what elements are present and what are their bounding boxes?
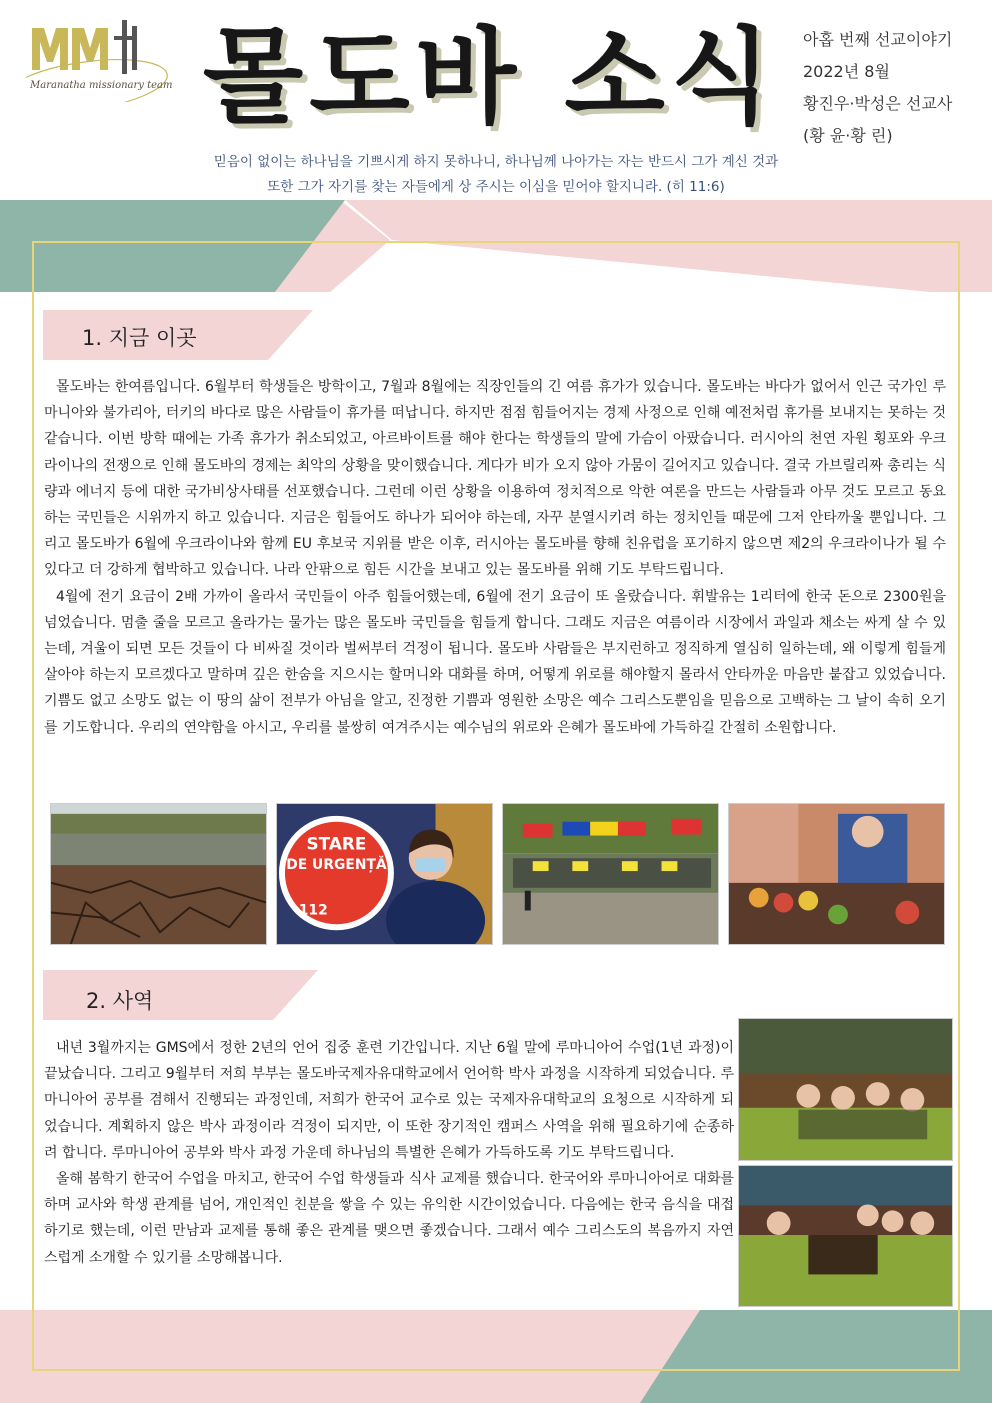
drought-photo bbox=[50, 803, 267, 945]
issue-number: 아홉 번째 선교이야기 bbox=[803, 30, 953, 49]
section-1-paragraph-2: 4월에 전기 요금이 2배 가까이 올라서 국민들이 아주 힘들어했는데, 6월에 전기 요금이 또 올랐습니다. 휘발유는 1리터에 한국 돈으로 2300원을 넘었습니다. 멈출 줄을 모르고 올라가는 물가는 많은 몰도바 국민들을 힘들게 합니다. 그래도 지금은 여름이라 시장에서 과일과 채소는 싸게 살 수 있는데, 겨울이 되면 모든 것들이 다 비싸질 것이라 벌써부터 걱정이 됩니다. 몰도바 사람들은 부지런하고 정직하게 열심히 일하는데, 왜 이렇게 힘들게 살아야 하는지 모르겠다고 말하며 깊은 한숨을 지으시는 할머니와 대화를 하며, 어떻게 위로를 해야할지 몰라서 안타까운 마음만 붙잡고 있었습니다. 기쁨도 없고 소망도 없는 이 땅의 삶이 전부가 아님을 알고, 진정한 기쁨과 영원한 소망은 예수 그리스도뿐임을 믿음으로 고백하는 그 날이 속히 오기를 기도합니다. 우리의 연약함을 아시고, 우리를 불쌍히 여겨주시는 예수님의 위로와 은혜가 몰도바에 가득하길 간절히 소원합니다. bbox=[44, 588, 946, 736]
missionary-names: 황진우·박성은 선교사 bbox=[803, 94, 953, 113]
bible-verse bbox=[100, 150, 892, 200]
issue-meta bbox=[803, 24, 952, 152]
section-1-body bbox=[44, 374, 946, 741]
verse-line-1: 믿음이 없이는 하나님을 기쁘시게 하지 못하나니, 하나님께 나아가는 자는 반드시 그가 계신 것과 bbox=[213, 154, 779, 170]
issue-date: 2022년 8월 bbox=[803, 62, 890, 81]
sign-112: 112 bbox=[298, 902, 328, 919]
protest-photo bbox=[502, 803, 719, 945]
sign-stare: STARE bbox=[306, 833, 367, 854]
verse-line-2: 또한 그가 자기를 찾는 자들에게 상 주시는 이심을 믿어야 할지니라. (히 11:6) bbox=[267, 179, 725, 195]
section-1-paragraph-1: 몰도바는 한여름입니다. 6월부터 학생들은 방학이고, 7월과 8월에는 직장인들의 긴 여름 휴가가 있습니다. 몰도바는 바다가 없어서 인근 국가인 루마니아와 불가리아, 터키의 바다로 많은 사람들이 휴가를 떠납니다. 하지만 점점 힘들어지는 경제 사정으로 인해 예전처럼 휴가를 보내지는 못하는 것 같습니다. 이번 방학 때에는 가족 휴가가 취소되었고, 아르바이트를 해야 한다는 학생들의 말에 가슴이 아팠습니다. 러시아의 천연 자원 횡포와 우크라이나의 전쟁으로 인해 몰도바의 경제는 최악의 상황을 맞이했습니다. 게다가 비가 오지 않아 가뭄이 길어지고 있습니다. 결국 가브릴리짜 총리는 식량과 에너지 등에 대한 국가비상사태를 선포했습니다. 그런데 이런 상황을 이용하여 정치적으로 악한 여론을 만드는 사람들과 아무 것도 모르고 동요하는 국민들은 시위까지 하고 있습니다. 지금은 힘들어도 하나가 되어야 하는데, 자꾸 분열시키려 하는 정치인들 때문에 그저 안타까울 뿐입니다. 그리고 몰도바가 6월에 우크라이나와 함께 EU 후보국 지위를 받은 이후, 러시아는 몰도바를 향해 친유럽을 포기하지 않으면 제2의 우크라이나가 될 수 있다고 더 강하게 협박하고 있습니다. 나라 안팎으로 힘든 시간을 보내고 있는 몰도바를 위해 기도 부탁드립니다. bbox=[44, 379, 946, 579]
section-2-title: 2. 사역 bbox=[86, 989, 154, 1013]
logo-text: Maranatha missionary team bbox=[30, 80, 173, 91]
section-2-header-band bbox=[43, 970, 318, 1020]
section-1-title: 1. 지금 이곳 bbox=[82, 326, 197, 350]
students-dinner-photo-1 bbox=[738, 1018, 953, 1161]
students-dinner-photo-2 bbox=[738, 1165, 953, 1307]
state-of-emergency-photo bbox=[276, 803, 493, 945]
section-2-body bbox=[44, 1035, 734, 1271]
section-2-paragraph-1: 내년 3월까지는 GMS에서 정한 2년의 언어 집중 훈련 기간입니다. 지난 6월 말에 루마니아어 수업(1년 과정)이 끝났습니다. 그리고 9월부터 저희 부부는 몰도바국제자유대학교에서 언어학 박사 과정을 시작하게 되었습니다. 루마니아어 공부를 겸해서 진행되는 과정인데, 저희가 한국어 교수로 있는 국제자유대학교의 요청으로 시작하게 되었습니다. 계획하지 않은 박사 과정이라 걱정이 되지만, 이 또한 장기적인 캠퍼스 사역을 위해 필요하기에 순종하려 합니다. 루마니아어 공부와 박사 과정 가운데 하나님의 특별한 은혜가 가득하도록 기도 부탁드립니다. bbox=[44, 1040, 734, 1161]
section-2-paragraph-2: 올해 봄학기 한국어 수업을 마치고, 한국어 수업 학생들과 식사 교제를 했습니다. 한국어와 루마니아어로 대화를 하며 교사와 학생 관계를 넘어, 개인적인 친분을 쌓을 수 있는 유익한 시간이었습니다. 다음에는 한국 음식을 대접하기로 했는데, 이런 만남과 교제를 통해 좋은 관계를 맺으면 좋겠습니다. 그래서 예수 그리스도의 복음까지 자연스럽게 소개할 수 있기를 소망해봅니다. bbox=[44, 1171, 734, 1266]
newsletter-title: 몰도바 소식 bbox=[202, 16, 778, 138]
market-photo bbox=[728, 803, 945, 945]
children-names: (황 윤·황 린) bbox=[803, 126, 893, 145]
sign-de-urgenta: DE URGENȚĂ bbox=[286, 857, 387, 874]
